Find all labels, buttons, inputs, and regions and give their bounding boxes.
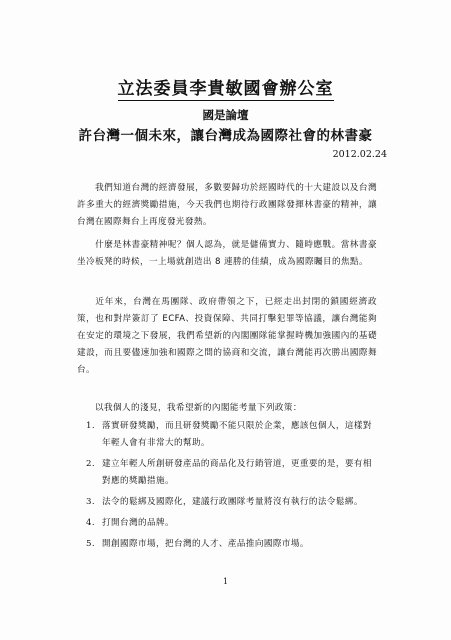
paragraph-intro-text: 我們知道台灣的經濟發展，多數要歸功於經國時代的十大建設以及台灣許多重大的經濟獎勵措施，今天我們也期待行政團隊發揮林書豪的精神，讓台灣在國際舞台上再度發光發熱。 xyxy=(77,183,377,227)
policy-item xyxy=(77,515,377,532)
policy-number: 2. xyxy=(86,459,95,469)
paragraph-recent-years-text: 近年來，台灣在馬團隊、政府帶領之下，已經走出封閉的鎖國經濟政策，也和對岸簽訂了 ECFA、投資保障、共同打擊犯罪等協議，讓台灣能夠在安定的環境之下發展，我們希望新的內閣團隊能掌握時機加強國內的基礎建設，而且要儘速加強和國際之間的協商和交流，讓台灣能再次勝出國際舞台。 xyxy=(77,297,377,375)
paragraph-lin-spirit-text: 什麼是林書豪精神呢？個人認為，就是儲備實力、隨時應戰。當林書豪坐冷板凳的時候，一上場就創造出 8 連勝的佳績，成為國際矚目的焦點。 xyxy=(77,240,377,267)
paragraph-policy-intro-text: 以我個人的淺見，我希望新的內閣能考量下列政策： xyxy=(95,403,302,413)
paragraph-policy-intro xyxy=(77,400,377,417)
page-number: 1 xyxy=(222,577,229,586)
paragraph-lin-spirit xyxy=(77,237,377,271)
paragraph-intro xyxy=(77,180,377,231)
article-title: 許台灣一個未來，讓台灣成為國際社會的林書豪 xyxy=(78,128,373,144)
column-name: 國是論壇 xyxy=(202,108,249,122)
policy-text: 開創國際市場，把台灣的人才、產品推向國際市場。 xyxy=(102,539,309,549)
policy-number: 3. xyxy=(86,497,95,507)
office-title xyxy=(0,74,451,99)
policy-text: 建立年輕人所創研發產品的商品化及行銷管道，更重要的是，要有相對應的獎勵措施。 xyxy=(102,459,372,486)
paragraph-recent-years xyxy=(77,294,377,379)
policy-item xyxy=(77,456,377,490)
policy-item xyxy=(77,418,377,452)
policy-number: 1. xyxy=(86,421,95,431)
policy-list xyxy=(77,418,377,557)
policy-text: 打開台灣的品牌。 xyxy=(102,518,174,528)
policy-item xyxy=(77,494,377,511)
publish-date: 2012.02.24 xyxy=(332,149,387,160)
policy-item xyxy=(77,536,377,553)
policy-text: 落實研發獎勵，而且研發獎勵不能只限於企業，應該包個人，這樣對年輕人會有非常大的幫助。 xyxy=(102,421,372,448)
policy-number: 4. xyxy=(86,518,95,528)
office-title-text: 立法委員李貴敏國會辦公室 xyxy=(117,79,334,99)
policy-number: 5. xyxy=(86,539,95,549)
policy-text: 法令的鬆綁及國際化，建議行政團隊考量將沒有執行的法令鬆綁。 xyxy=(102,497,363,507)
